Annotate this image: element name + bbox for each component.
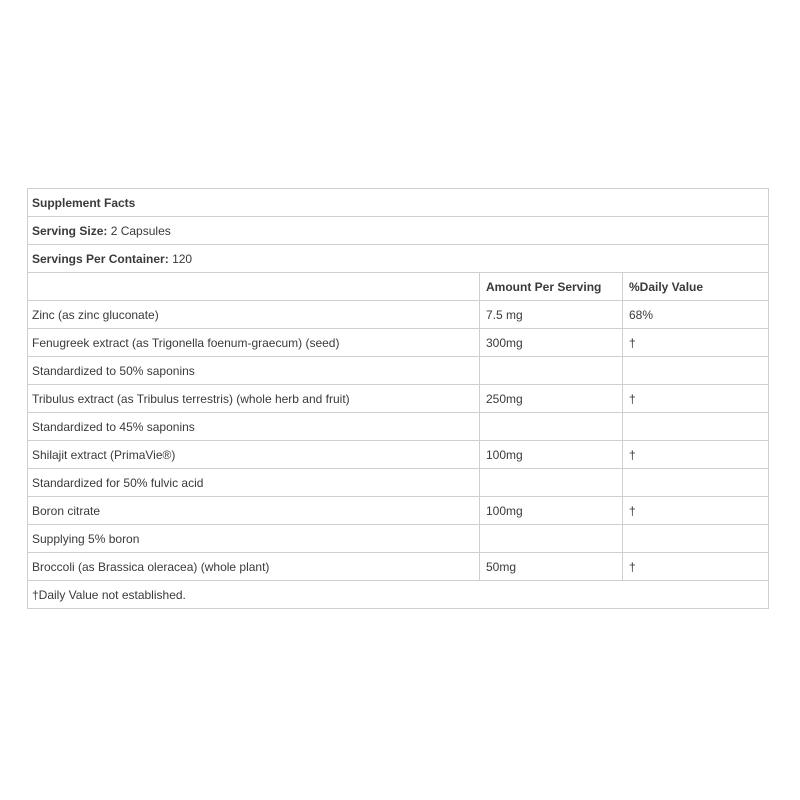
ingredient-name: Shilajit extract (PrimaVie®) — [28, 441, 480, 469]
ingredient-amount: 100mg — [480, 441, 623, 469]
table-row — [28, 553, 769, 581]
ingredient-amount: 100mg — [480, 497, 623, 525]
ingredient-name: Zinc (as zinc gluconate) — [28, 301, 480, 329]
ingredient-daily-value: 68% — [623, 301, 769, 329]
table-row — [28, 441, 769, 469]
ingredient-name: Tribulus extract (as Tribulus terrestris) (whole herb and fruit) — [28, 385, 480, 413]
ingredient-daily-value — [623, 525, 769, 553]
ingredient-amount — [480, 469, 623, 497]
ingredient-amount — [480, 357, 623, 385]
table-row — [28, 525, 769, 553]
table-row — [28, 413, 769, 441]
ingredient-amount: 300mg — [480, 329, 623, 357]
servings-per-container-label: Servings Per Container: — [32, 251, 169, 266]
header-amount-cell — [480, 273, 623, 301]
ingredient-name: Fenugreek extract (as Trigonella foenum-graecum) (seed) — [28, 329, 480, 357]
ingredient-daily-value — [623, 357, 769, 385]
table-row — [28, 301, 769, 329]
servings-per-container-cell — [28, 245, 769, 273]
serving-size-value: 2 Capsules — [110, 223, 171, 238]
ingredient-daily-value — [623, 469, 769, 497]
header-empty-cell — [28, 273, 480, 301]
supplement-facts-table — [27, 188, 769, 609]
ingredient-daily-value: † — [623, 497, 769, 525]
footnote-row — [28, 581, 769, 609]
serving-size-label: Serving Size: — [32, 223, 108, 238]
ingredient-name: Standardized for 50% fulvic acid — [28, 469, 480, 497]
ingredient-daily-value — [623, 413, 769, 441]
ingredient-daily-value: † — [623, 553, 769, 581]
table-row — [28, 329, 769, 357]
ingredient-name: Broccoli (as Brassica oleracea) (whole plant) — [28, 553, 480, 581]
table-row — [28, 497, 769, 525]
ingredient-name: Standardized to 50% saponins — [28, 357, 480, 385]
serving-size-cell — [28, 217, 769, 245]
header-daily-value: %Daily Value — [629, 279, 704, 294]
header-daily-value-cell — [623, 273, 769, 301]
ingredient-name: Standardized to 45% saponins — [28, 413, 480, 441]
footnote: †Daily Value not established. — [28, 581, 769, 609]
table-row — [28, 357, 769, 385]
ingredient-name: Boron citrate — [28, 497, 480, 525]
title-row — [28, 189, 769, 217]
serving-size-row — [28, 217, 769, 245]
ingredient-amount — [480, 413, 623, 441]
ingredient-daily-value: † — [623, 441, 769, 469]
ingredient-name: Supplying 5% boron — [28, 525, 480, 553]
servings-per-container-row — [28, 245, 769, 273]
table-title: Supplement Facts — [32, 195, 136, 210]
header-amount: Amount Per Serving — [486, 279, 602, 294]
ingredient-amount — [480, 525, 623, 553]
table-title-cell — [28, 189, 769, 217]
ingredient-amount: 50mg — [480, 553, 623, 581]
ingredient-daily-value: † — [623, 385, 769, 413]
ingredient-amount: 7.5 mg — [480, 301, 623, 329]
header-row — [28, 273, 769, 301]
table-row — [28, 469, 769, 497]
table-row — [28, 385, 769, 413]
ingredient-amount: 250mg — [480, 385, 623, 413]
ingredient-daily-value: † — [623, 329, 769, 357]
servings-per-container-value: 120 — [172, 251, 193, 266]
